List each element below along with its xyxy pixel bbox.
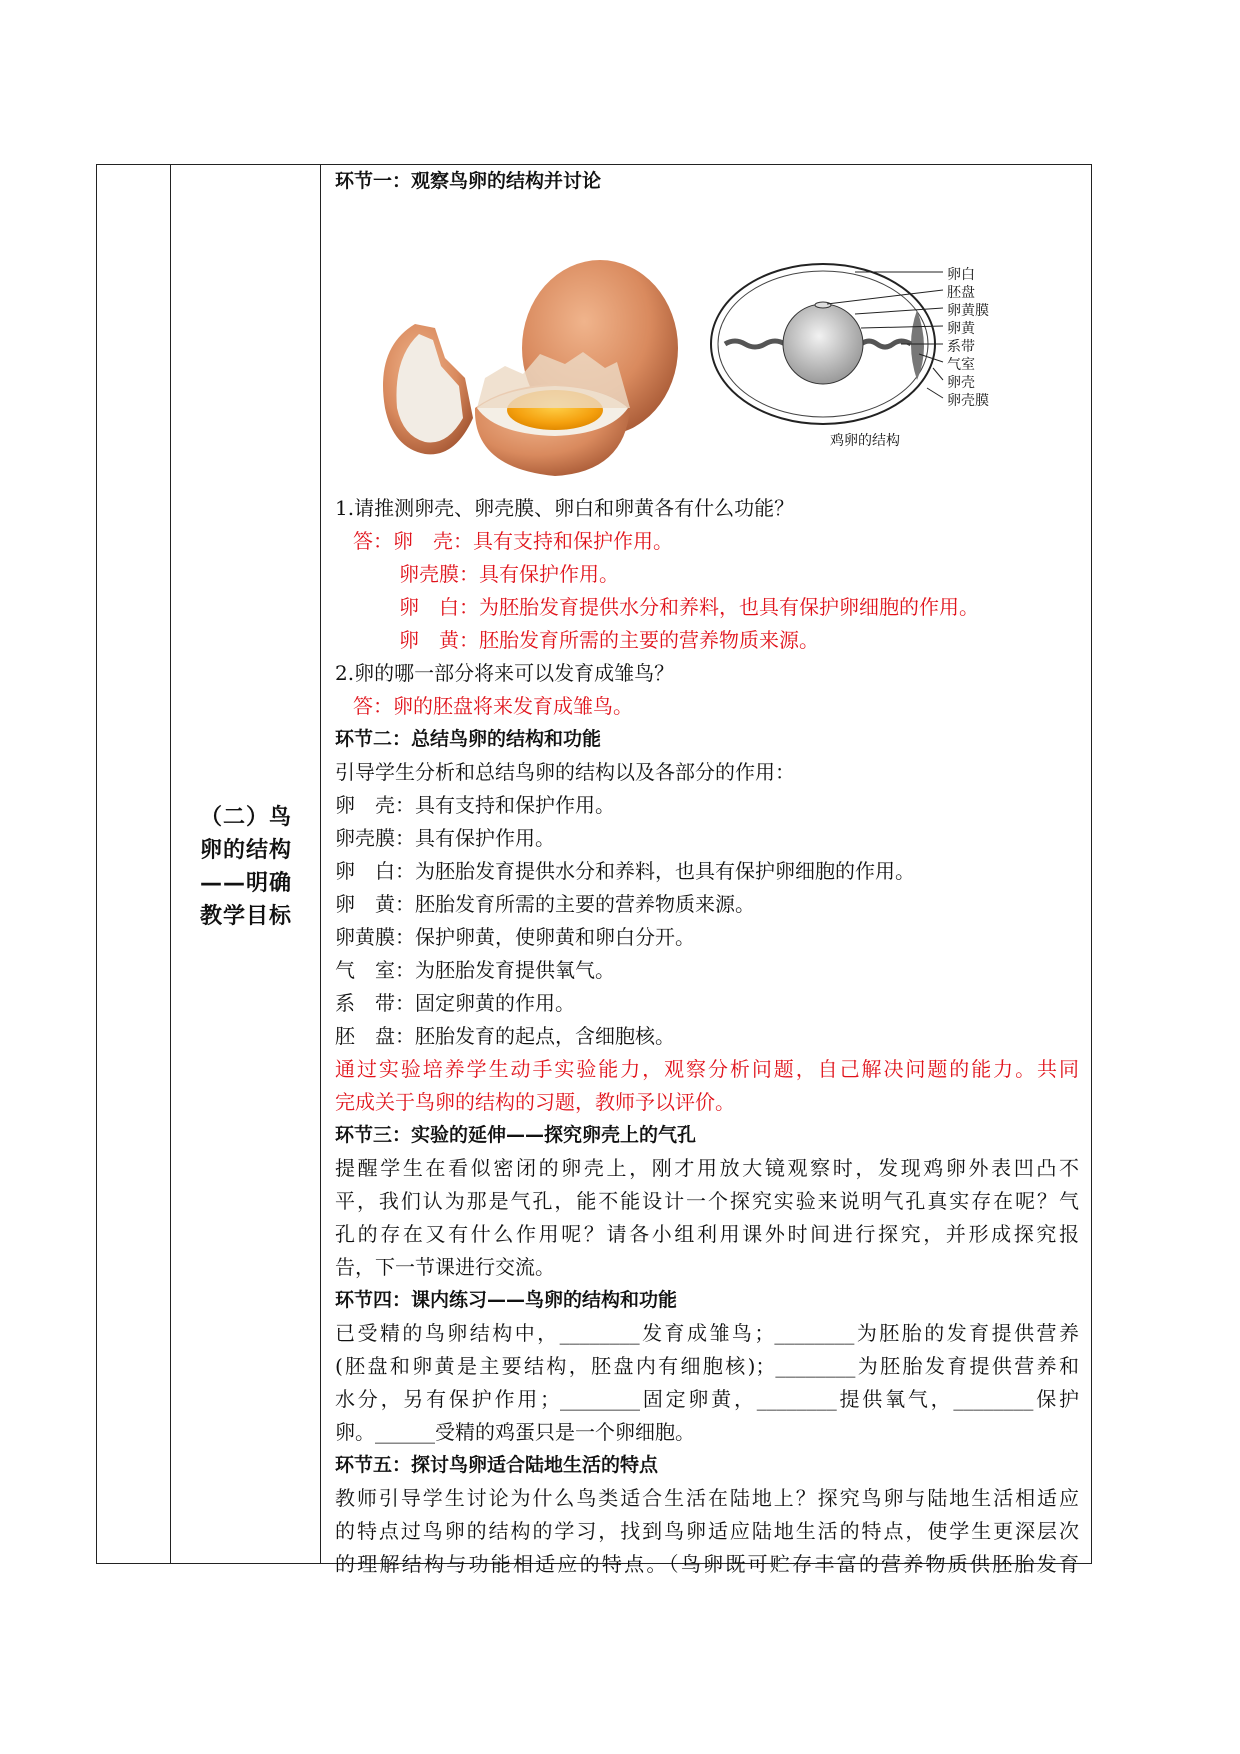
figure-caption: 鸡卵的结构 <box>830 433 900 449</box>
summary-item: 气 室：为胚胎发育提供氧气。 <box>335 958 615 982</box>
answer-2: 答：卵的胚盘将来发育成雏鸟。 <box>353 694 633 718</box>
content-column <box>321 165 1091 1581</box>
part2-note-line: 完成关于鸟卵的结构的习题，教师予以评价。 <box>335 1090 735 1114</box>
exercise-line: 已受精的鸟卵结构中，________发育成雏鸟；________为胚胎的发育提供营养 <box>335 1321 1079 1345</box>
question-2: 2.卵的哪一部分将来可以发育成雏鸟？ <box>335 661 675 685</box>
section-title: （二）鸟 卵的结构 ——明确 教学目标 <box>199 805 292 929</box>
label-vitelline-membrane: 卵黄膜 <box>947 303 989 319</box>
section-column <box>171 165 321 1563</box>
label-blastodisc: 胚盘 <box>947 285 975 301</box>
egg-structure-diagram <box>705 258 1025 438</box>
summary-item: 系 带：固定卵黄的作用。 <box>335 991 575 1015</box>
part3-line: 孔的存在又有什么作用呢？请各小组利用课外时间进行探究，并形成探究报 <box>335 1222 1079 1246</box>
answer-1-shell-membrane: 卵壳膜：具有保护作用。 <box>399 562 619 586</box>
part1-heading: 环节一：观察鸟卵的结构并讨论 <box>335 170 602 192</box>
part3-heading: 环节三：实验的延伸——探究卵壳上的气孔 <box>335 1124 697 1146</box>
part4-heading: 环节四：课内练习——鸟卵的结构和功能 <box>335 1289 678 1311</box>
part5-heading: 环节五：探讨鸟卵适合陆地生活的特点 <box>335 1454 659 1476</box>
summary-item: 卵黄膜：保护卵黄，使卵黄和卵白分开。 <box>335 925 695 949</box>
blank-column <box>97 165 171 1563</box>
part2-note-line: 通过实验培养学生动手实验能力，观察分析问题，自己解决问题的能力。共同 <box>335 1057 1079 1081</box>
part5-line: 教师引导学生讨论为什么鸟类适合生活在陆地上？探究鸟卵与陆地生活相适应 <box>335 1486 1079 1510</box>
part3-line: 告，下一节课进行交流。 <box>335 1255 555 1279</box>
part3-line: 提醒学生在看似密闭的卵壳上，刚才用放大镜观察时，发现鸡卵外表凹凸不 <box>335 1156 1079 1180</box>
summary-item: 胚 盘：胚胎发育的起点，含细胞核。 <box>335 1024 675 1048</box>
part2-intro: 引导学生分析和总结鸟卵的结构以及各部分的作用： <box>335 760 795 784</box>
answer-1-shell: 答：卵 壳：具有支持和保护作用。 <box>353 529 673 553</box>
part2-heading: 环节二：总结鸟卵的结构和功能 <box>335 728 602 750</box>
label-yolk: 卵黄 <box>947 321 975 337</box>
label-shell: 卵壳 <box>947 375 975 391</box>
exercise-line: 水分，另有保护作用；________固定卵黄，________提供氧气，________保护 <box>335 1387 1079 1411</box>
egg-photo <box>355 258 685 482</box>
label-shell-membrane: 卵壳膜 <box>947 393 989 409</box>
label-air-cell: 气室 <box>947 357 975 373</box>
part3-line: 平，我们认为那是气孔，能不能设计一个探究实验来说明气孔真实存在呢？气 <box>335 1189 1079 1213</box>
summary-item: 卵 壳：具有支持和保护作用。 <box>335 793 615 817</box>
exercise-line: (胚盘和卵黄是主要结构，胚盘内有细胞核)；________为胚胎发育提供营养和 <box>335 1354 1079 1378</box>
egg-figure <box>335 258 1079 482</box>
answer-1-yolk: 卵 黄：胚胎发育所需的主要的营养物质来源。 <box>399 628 819 652</box>
question-1: 1.请推测卵壳、卵壳膜、卵白和卵黄各有什么功能？ <box>335 496 795 520</box>
summary-item: 卵 黄：胚胎发育所需的主要的营养物质来源。 <box>335 892 755 916</box>
answer-1-albumen: 卵 白：为胚胎发育提供水分和养料，也具有保护卵细胞的作用。 <box>399 595 979 619</box>
summary-item: 卵 白：为胚胎发育提供水分和养料，也具有保护卵细胞的作用。 <box>335 859 915 883</box>
label-albumen: 卵白 <box>947 267 975 283</box>
part5-line: 的理解结构与功能相适应的特点。（鸟卵既可贮存丰富的营养物质供胚胎发育 <box>335 1552 1079 1576</box>
lesson-table <box>96 164 1092 1576</box>
exercise-line: 卵。______受精的鸡蛋只是一个卵细胞。 <box>335 1420 695 1444</box>
label-chalaza: 系带 <box>947 339 975 355</box>
part5-line: 的特点过鸟卵的结构的学习，找到鸟卵适应陆地生活的特点，使学生更深层次 <box>335 1519 1079 1543</box>
summary-item: 卵壳膜：具有保护作用。 <box>335 826 555 850</box>
